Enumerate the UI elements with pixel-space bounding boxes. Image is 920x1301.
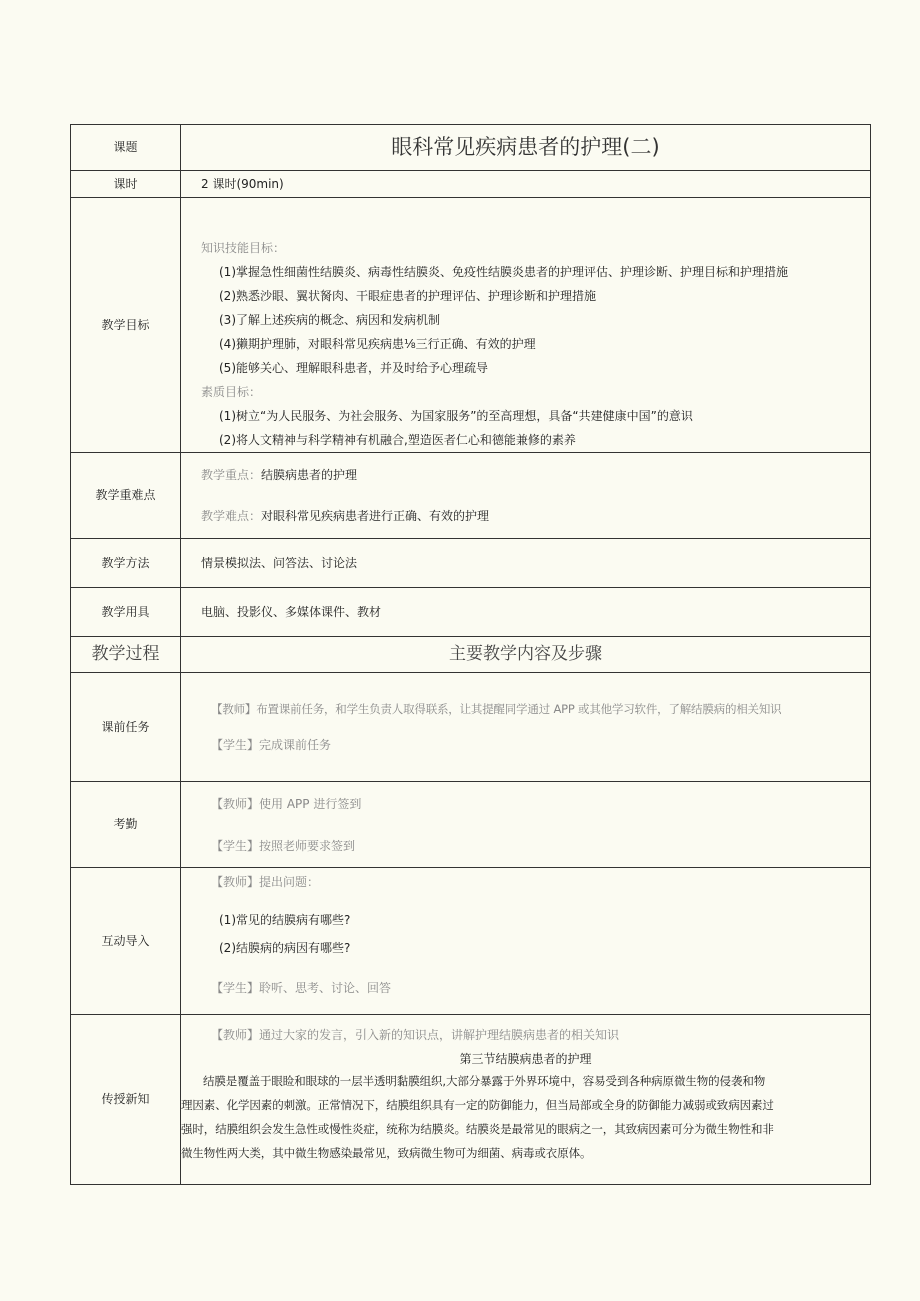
topic-label: 课题 bbox=[71, 125, 181, 171]
pre-class-teacher-line bbox=[211, 699, 870, 719]
pre-class-teacher-text: 布置课前任务，和学生负责人取得联系，让其提醒同学通过 APP 或其他学习软件，了解结膜病的相关知识 bbox=[256, 702, 782, 716]
attendance-student-text: 按照老师要求签到 bbox=[259, 838, 356, 853]
row-pre-class bbox=[71, 673, 871, 782]
intro-student-line bbox=[181, 978, 870, 998]
new-knowledge-content bbox=[181, 1015, 871, 1185]
focus-label: 教学重点： bbox=[201, 468, 262, 482]
new-knowledge-teacher-line bbox=[181, 1025, 870, 1045]
pre-class-student-line bbox=[211, 735, 870, 755]
lesson-plan-sheet bbox=[70, 124, 871, 1185]
attendance-teacher-text: 使用 APP 进行签到 bbox=[259, 796, 362, 811]
student-tag: 【学生】 bbox=[211, 981, 260, 995]
methods-label: 教学方法 bbox=[71, 539, 181, 588]
tools-value: 电脑、投影仪、多媒体课件、教材 bbox=[181, 588, 871, 637]
knowledge-item: (2)熟悉沙眼、翼状胬肉、干眼症患者的护理评估、护理诊断和护理措施 bbox=[219, 289, 597, 303]
focus-value: 结膜病患者的护理 bbox=[261, 468, 358, 482]
intro-student-text: 聆听、思考、讨论、回答 bbox=[259, 981, 392, 995]
teacher-tag: 【教师】 bbox=[211, 702, 257, 716]
pre-class-student-text: 完成课前任务 bbox=[259, 738, 332, 752]
row-tools bbox=[71, 588, 871, 637]
intro-content bbox=[181, 868, 871, 1015]
student-tag: 【学生】 bbox=[211, 838, 260, 853]
process-header-left: 教学过程 bbox=[71, 637, 181, 673]
student-tag: 【学生】 bbox=[211, 738, 260, 752]
row-attendance bbox=[71, 782, 871, 868]
section-title: 第三节结膜病患者的护理 bbox=[459, 1052, 592, 1066]
intro-teacher-text: 提出问题： bbox=[259, 875, 320, 889]
attendance-content bbox=[181, 782, 871, 868]
key-points-label: 教学重难点 bbox=[71, 453, 181, 539]
attendance-teacher-line bbox=[211, 794, 870, 814]
paragraph-line: 结膜是覆盖于眼睑和眼球的一层半透明黏膜组织,大部分暴露于外界环境中，容易受到各种病原微生物的侵袭和物 bbox=[203, 1074, 766, 1088]
difficulty-value: 对眼科常见疾病患者进行正确、有效的护理 bbox=[261, 509, 490, 523]
row-new-knowledge bbox=[71, 1015, 871, 1185]
new-knowledge-label: 传授新知 bbox=[71, 1015, 181, 1185]
difficulty-line bbox=[201, 506, 870, 526]
quality-heading: 素质目标： bbox=[201, 385, 262, 399]
row-key-points bbox=[71, 453, 871, 539]
methods-value: 情景模拟法、问答法、讨论法 bbox=[181, 539, 871, 588]
knowledge-item: (5)能够关心、理解眼科患者，并及时给予心理疏导 bbox=[219, 361, 488, 375]
row-hours bbox=[71, 171, 871, 198]
key-points-content bbox=[181, 453, 871, 539]
objectives-label: 教学目标 bbox=[71, 198, 181, 453]
intro-label: 互动导入 bbox=[71, 868, 181, 1015]
knowledge-heading: 知识技能目标： bbox=[201, 241, 286, 255]
focus-line bbox=[201, 465, 870, 485]
row-topic bbox=[71, 125, 871, 171]
row-objectives bbox=[71, 198, 871, 453]
process-header-right: 主要教学内容及步骤 bbox=[181, 637, 871, 673]
intro-teacher-line bbox=[181, 872, 870, 892]
teacher-tag: 【教师】 bbox=[211, 875, 260, 889]
row-methods bbox=[71, 539, 871, 588]
row-intro bbox=[71, 868, 871, 1015]
knowledge-item: (3)了解上述疾病的概念、病因和发病机制 bbox=[219, 313, 440, 327]
difficulty-label: 教学难点： bbox=[201, 509, 262, 523]
paragraph-line: 理因素、化学因素的刺激。正常情况下，结膜组织具有一定的防御能力，但当局部或全身的防御能力减弱或致病因素过 bbox=[181, 1098, 774, 1112]
teacher-tag: 【教师】 bbox=[211, 796, 260, 811]
paragraph-line: 强时，结膜组织会发生急性或慢性炎症，统称为结膜炎。结膜炎是最常见的眼病之一，其致病因素可分为微生物性和非 bbox=[181, 1122, 774, 1136]
new-knowledge-teacher-text: 通过大家的发言，引入新的知识点，讲解护理结膜病患者的相关知识 bbox=[259, 1028, 620, 1042]
objectives-content bbox=[181, 198, 871, 453]
pre-class-content bbox=[181, 673, 871, 782]
hours-label: 课时 bbox=[71, 171, 181, 198]
quality-item: (1)树立“为人民服务、为社会服务、为国家服务”的至高理想，具备“共建健康中国”的意识 bbox=[219, 409, 693, 423]
row-process-header bbox=[71, 637, 871, 673]
intro-question: (2)结膜病的病因有哪些? bbox=[219, 941, 351, 955]
teacher-tag: 【教师】 bbox=[211, 1028, 260, 1042]
tools-label: 教学用具 bbox=[71, 588, 181, 637]
pre-class-label: 课前任务 bbox=[71, 673, 181, 782]
hours-value: 2 课时(90min) bbox=[181, 171, 871, 198]
attendance-student-line bbox=[211, 836, 870, 856]
intro-question: (1)常见的结膜病有哪些? bbox=[219, 913, 351, 927]
topic-title: 眼科常见疾病患者的护理(二) bbox=[181, 125, 871, 171]
lesson-plan-table bbox=[70, 124, 871, 1185]
knowledge-item: (4)獭期护理肺，对眼科常见疾病患⅛三行正确、有效的护理 bbox=[219, 337, 536, 351]
paragraph-line: 微生物性两大类，其中微生物感染最常见，致病微生物可为细菌、病毒或衣原体。 bbox=[181, 1146, 592, 1160]
attendance-label: 考勤 bbox=[71, 782, 181, 868]
knowledge-item: (1)掌握急性细菌性结膜炎、病毒性结膜炎、免疫性结膜炎患者的护理评估、护理诊断、护理目标和护理措施 bbox=[219, 265, 789, 279]
quality-item: (2)将人文精神与科学精神有机融合,塑造医者仁心和德能兼修的素养 bbox=[219, 433, 576, 447]
